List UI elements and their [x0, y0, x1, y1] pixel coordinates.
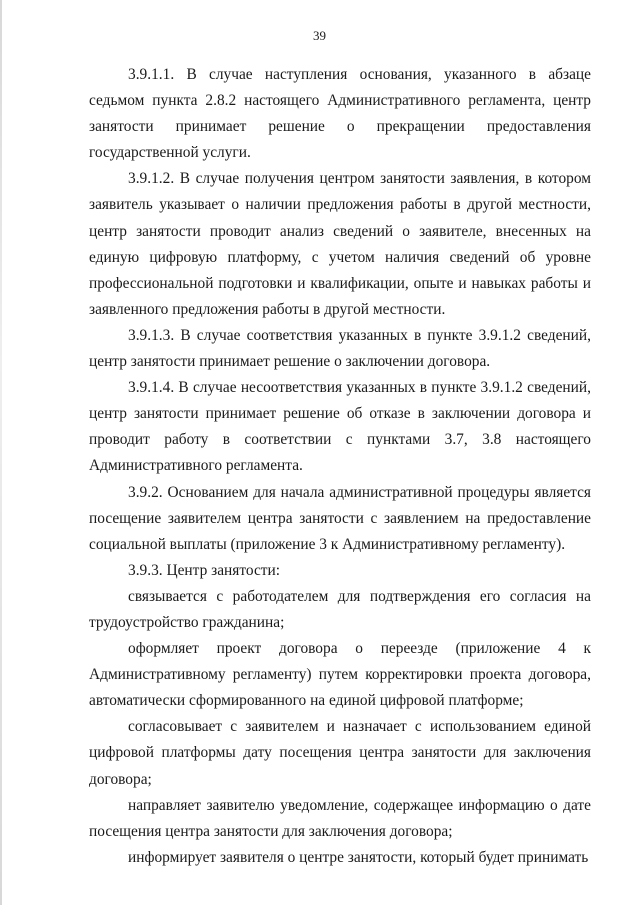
list-item-inform-applicant: информирует заявителя о центре занятости, который будет принимать: [128, 848, 589, 866]
list-item-schedule-visit: согласовывает с заявителем и назначает с использованием единой цифровой платформы дату посещения центра занятости для заключения договора;: [89, 718, 591, 788]
paragraph-3-9-1-1: 3.9.1.1. В случае наступления основания, указанного в абзаце седьмом пункта 2.8.2 настоящего Административного регламента, центр занятости принимает решение о прекращении предоставления государственной услуги.: [89, 66, 591, 162]
list-item-draft-contract: оформляет проект договора о переезде (приложение 4 к Административному регламенту) путем корректировки проекта договора, автоматически сформированного на единой цифровой платформе;: [89, 640, 591, 710]
list-item-send-notification: направляет заявителю уведомление, содержащее информацию о дате посещения центра занятости для заключения договора;: [89, 796, 591, 840]
paragraph-3-9-1-4: 3.9.1.4. В случае несоответствия указанных в пункте 3.9.1.2 сведений, центр занятости принимает решение об отказе в заключении договора и проводит работу в соответствии с пунктами 3.7, 3.8 настоящего Административного регламента.: [89, 379, 591, 475]
scan-edge: [0, 0, 2, 905]
paragraph-3-9-2: 3.9.2. Основанием для начала административной процедуры является посещение заявителем центра занятости с заявлением на предоставление социальной выплаты (приложение 3 к Административному регламенту).: [89, 483, 591, 553]
body-text: [89, 62, 591, 871]
list-item-contact-employer: связывается с работодателем для подтверждения его согласия на трудоустройство гражданина;: [89, 587, 591, 631]
paragraph-3-9-3: 3.9.3. Центр занятости:: [128, 561, 281, 579]
paragraph-3-9-1-2: 3.9.1.2. В случае получения центром занятости заявления, в котором заявитель указывает о наличии предложения работы в другой местности, центр занятости проводит анализ сведений о заявителе, внесенных на единую цифровую платформу, с учетом наличия сведений об уровне профессиональной подготовки и квалификации, опыте и навыках работы и заявленного предложения работы в другой местности.: [89, 170, 591, 318]
paragraph-3-9-1-3: 3.9.1.3. В случае соответствия указанных в пункте 3.9.1.2 сведений, центр занятости принимает решение о заключении договора.: [89, 326, 591, 371]
page-number: 39: [313, 28, 326, 43]
